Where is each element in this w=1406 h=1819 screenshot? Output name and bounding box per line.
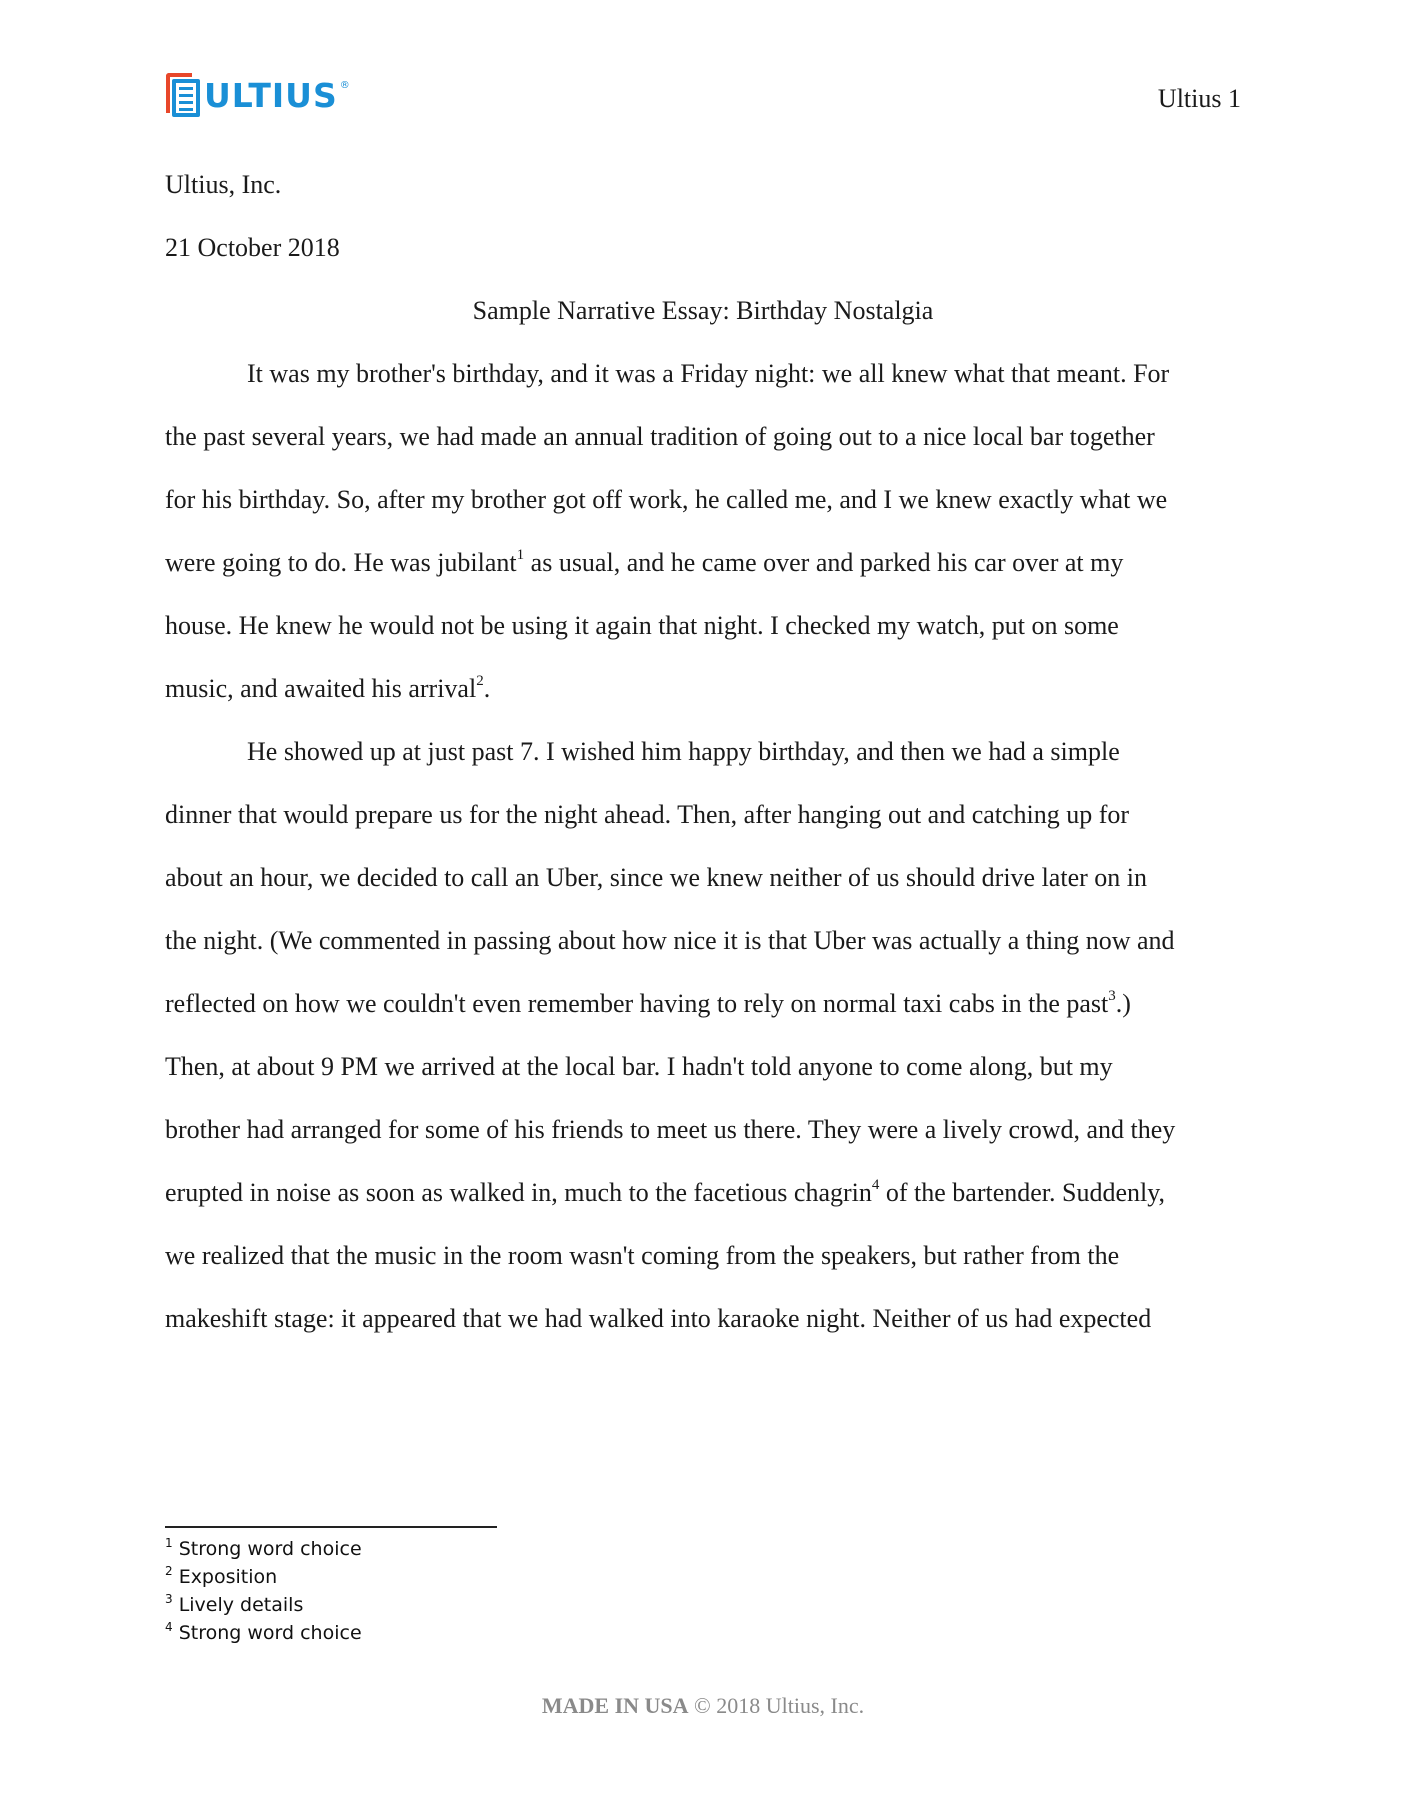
footnote-reference[interactable]: 2 <box>476 673 484 690</box>
body-line: we realized that the music in the room wasn't coming from the speakers, but rather from the <box>165 1241 1120 1270</box>
document-icon <box>166 73 200 117</box>
registered-mark: ® <box>339 80 350 91</box>
body-line <box>165 1178 1241 1208</box>
footnote-number: 4 <box>165 1619 173 1634</box>
footnote-text: Exposition <box>178 1566 278 1588</box>
body-line: He showed up at just past 7. I wished him happy birthday, and then we had a simple <box>247 737 1120 766</box>
footnote-reference[interactable]: 3 <box>1108 988 1116 1005</box>
body-line: the past several years, we had made an annual tradition of going out to a nice local bar together <box>165 422 1155 451</box>
footnote-text: Strong word choice <box>178 1622 362 1644</box>
footnote-text: Strong word choice <box>178 1538 362 1560</box>
body-line: It was my brother's birthday, and it was a Friday night: we all knew what that meant. For <box>247 359 1170 388</box>
page-footer <box>0 1693 1406 1719</box>
body-line: dinner that would prepare us for the night ahead. Then, after hanging out and catching up for <box>165 800 1130 829</box>
body-text: music, and awaited his arrival <box>165 674 477 703</box>
body-line <box>165 674 1241 704</box>
logo-text: ULTIUS <box>204 75 338 115</box>
footnote-text: Lively details <box>178 1594 304 1616</box>
body-line: house. He knew he would not be using it again that night. I checked my watch, put on some <box>165 611 1119 640</box>
essay-title: Sample Narrative Essay: Birthday Nostalgia <box>472 296 934 325</box>
footnote-item <box>165 1535 362 1560</box>
body-line: Then, at about 9 PM we arrived at the local bar. I hadn't told anyone to come along, but my <box>165 1052 1113 1081</box>
body-line: for his birthday. So, after my brother got off work, he called me, and I we knew exactly what we <box>165 485 1168 514</box>
body-text: reflected on how we couldn't even remember having to rely on normal taxi cabs in the past <box>165 989 1109 1018</box>
footnote-number: 1 <box>165 1535 173 1550</box>
footnote-number: 2 <box>165 1563 173 1578</box>
ultius-logo <box>166 72 350 118</box>
body-line <box>165 548 1241 578</box>
body-line: brother had arranged for some of his friends to meet us there. They were a lively crowd, and they <box>165 1115 1176 1144</box>
footnote-divider <box>165 1526 497 1528</box>
footnote-number: 3 <box>165 1591 173 1606</box>
body-text: erupted in noise as soon as walked in, much to the facetious chagrin <box>165 1178 872 1207</box>
body-text: were going to do. He was jubilant <box>165 548 517 577</box>
body-text: .) <box>1115 989 1131 1018</box>
author-line: Ultius, Inc. <box>165 170 282 199</box>
footnote-item <box>165 1591 304 1616</box>
body-text: as usual, and he came over and parked his car over at my <box>524 548 1124 577</box>
date-line: 21 October 2018 <box>165 233 340 262</box>
running-head: Ultius 1 <box>1157 84 1241 113</box>
footnote-reference[interactable]: 4 <box>871 1177 880 1194</box>
body-line: the night. (We commented in passing about how nice it is that Uber was actually a thing now and <box>165 926 1175 955</box>
footer-copyright: © 2018 Ultius, Inc. <box>688 1693 865 1718</box>
footer-made-in-usa: MADE IN USA <box>541 1693 689 1718</box>
body-text: of the bartender. Suddenly, <box>879 1178 1166 1207</box>
footnote-item <box>165 1563 278 1588</box>
footnote-reference[interactable]: 1 <box>516 547 525 564</box>
body-line: about an hour, we decided to call an Uber, since we knew neither of us should drive later on in <box>165 863 1147 892</box>
body-line <box>165 989 1241 1019</box>
body-text: . <box>483 674 491 703</box>
footnote-item <box>165 1619 362 1644</box>
body-line: makeshift stage: it appeared that we had walked into karaoke night. Neither of us had expected <box>165 1304 1152 1333</box>
